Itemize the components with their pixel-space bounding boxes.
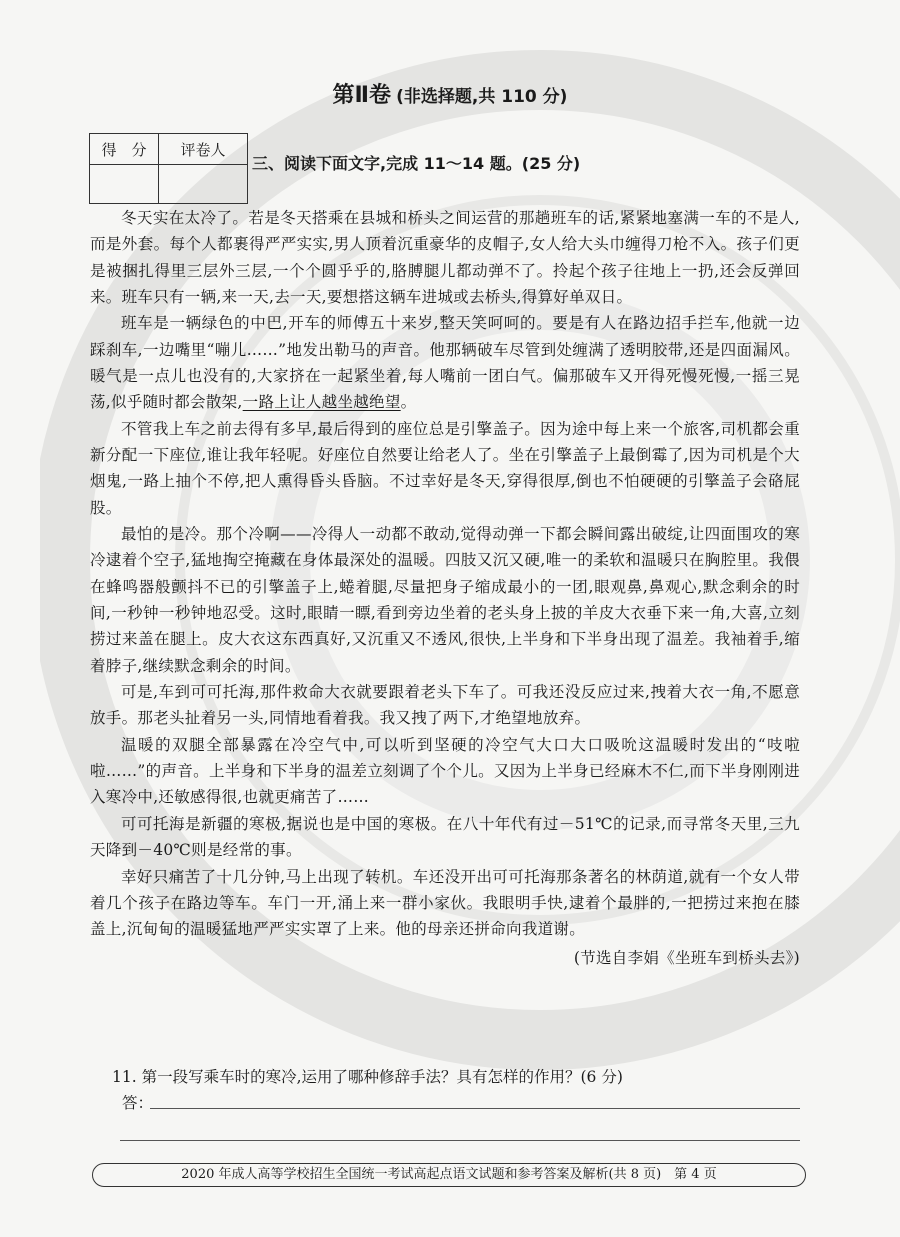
reading-passage	[90, 205, 800, 971]
paragraph-3: 不管我上车之前去得有多早,最后得到的座位总是引擎盖子。因为途中每上来一个旅客,司机都会重新分配一下座位,谁让我年轻呢。好座位自然要让给老人了。坐在引擎盖子上最倒霉了,因为司机是个大烟鬼,一路上抽个不停,把人熏得昏头昏脑。不过幸好是冬天,穿得很厚,倒也不怕硬硬的引擎盖子会硌屁股。	[90, 419, 800, 517]
answer-label: 答：	[122, 1094, 154, 1112]
title-sub: (非选择题,共 110 分)	[396, 87, 568, 107]
paragraph-1: 冬天实在太冷了。若是冬天搭乘在县城和桥头之间运营的那趟班车的话,紧紧地塞满一车的不是人,而是外套。每个人都裹得严严实实,男人顶着沉重豪华的皮帽子,女人给大头巾缠得刀枪不入。孩子们更是被捆扎得里三层外三层,一个个圆乎乎的,胳膊腿儿都动弹不了。拎起个孩子往地上一扔,还会反弹回来。班车只有一辆,来一天,去一天,要想搭这辆车进城或去桥头,得算好单双日。	[90, 209, 800, 306]
paragraph-2	[90, 310, 800, 415]
paragraph-4: 最怕的是冷。那个冷啊——冷得人一动都不敢动,觉得动弹一下都会瞬间露出破绽,让四面围攻的寒冷逮着个空子,猛地掏空掩藏在身体最深处的温暖。四肢又沉又硬,唯一的柔软和温暖只在胸腔里。我偎在蜂鸣器般颤抖不已的引擎盖子上,蜷着腿,尽量把身子缩成最小的一团,眼观鼻,鼻观心,默念剩余的时间,一秒钟一秒钟地忍受。这时,眼睛一瞟,看到旁边坐着的老头身上披的羊皮大衣垂下来一角,大喜,立刻捞过来盖在腿上。皮大衣这东西真好,又沉重又不透风,很快,上半身和下半身出现了温差。我袖着手,缩着脖子,继续默念剩余的时间。	[90, 525, 800, 675]
question-11: 11. 第一段写乘车时的寒冷,运用了哪种修辞手法？具有怎样的作用？(6 分)	[112, 1068, 623, 1086]
score-cell	[90, 165, 159, 204]
paragraph-5: 可是,车到可可托海,那件救命大衣就要跟着老头下车了。可我还没反应过来,拽着大衣一角,不愿意放手。那老头扯着另一头,同情地看着我。我又拽了两下,才绝望地放弃。	[90, 683, 800, 728]
section-title	[0, 78, 900, 109]
paragraph-7: 可可托海是新疆的寒极,据说也是中国的寒极。在八十年代有过－51℃的记录,而寻常冬天里,三九天降到－40℃则是经常的事。	[90, 814, 800, 860]
grader-header: 评卷人	[159, 134, 248, 165]
paragraph-2-text: 班车是一辆绿色的中巴,开车的师傅五十来岁,整天笑呵呵的。要是有人在路边招手拦车,他就一边踩刹车,一边嘴里“嘣儿……”地发出勒马的声音。他那辆破车尽管到处缠满了透明胶带,还是四面漏风。暖气是一点儿也没有的,大家挤在一起紧坐着,每人嘴前一团白气。偏那破车又开得死慢死慢,一摇三晃荡,似乎随时都会散架,	[90, 314, 800, 412]
source-citation: (节选自李娟《坐班车到桥头去》)	[573, 948, 800, 967]
paragraph-2-end: 。	[400, 393, 417, 412]
page-footer: 2020 年成人高等学校招生全国统一考试高起点语文试题和参考答案及解析(共 8 页) 第 4 页	[92, 1163, 806, 1187]
paragraph-6: 温暖的双腿全部暴露在冷空气中,可以听到坚硬的冷空气大口大口吸吮这温暖时发出的“吱啦啦……”的声音。上半身和下半身的温差立刻调了个个儿。又因为上半身已经麻木不仁,而下半身刚刚进入寒冷中,还敏感得很,也就更痛苦了……	[90, 735, 800, 807]
answer-line-1[interactable]	[150, 1108, 800, 1109]
underlined-sentence: 一路上让人越坐越绝望	[242, 393, 401, 412]
paragraph-8: 幸好只痛苦了十几分钟,马上出现了转机。车还没开出可可托海那条著名的林荫道,就有一个女人带着几个孩子在路边等车。车门一开,涌上来一群小家伙。我眼明手快,逮着个最胖的,一把捞过来抱在膝盖上,沉甸甸的温暖猛地严严实实罩了上来。他的母亲还拼命向我道谢。	[90, 867, 800, 939]
score-header: 得 分	[90, 134, 159, 165]
score-table	[89, 133, 248, 204]
grader-cell	[159, 165, 248, 204]
answer-line-2[interactable]	[120, 1140, 800, 1141]
section-heading: 三、阅读下面文字,完成 11～14 题。(25 分)	[252, 154, 581, 173]
title-main: 第Ⅱ卷	[332, 83, 392, 108]
